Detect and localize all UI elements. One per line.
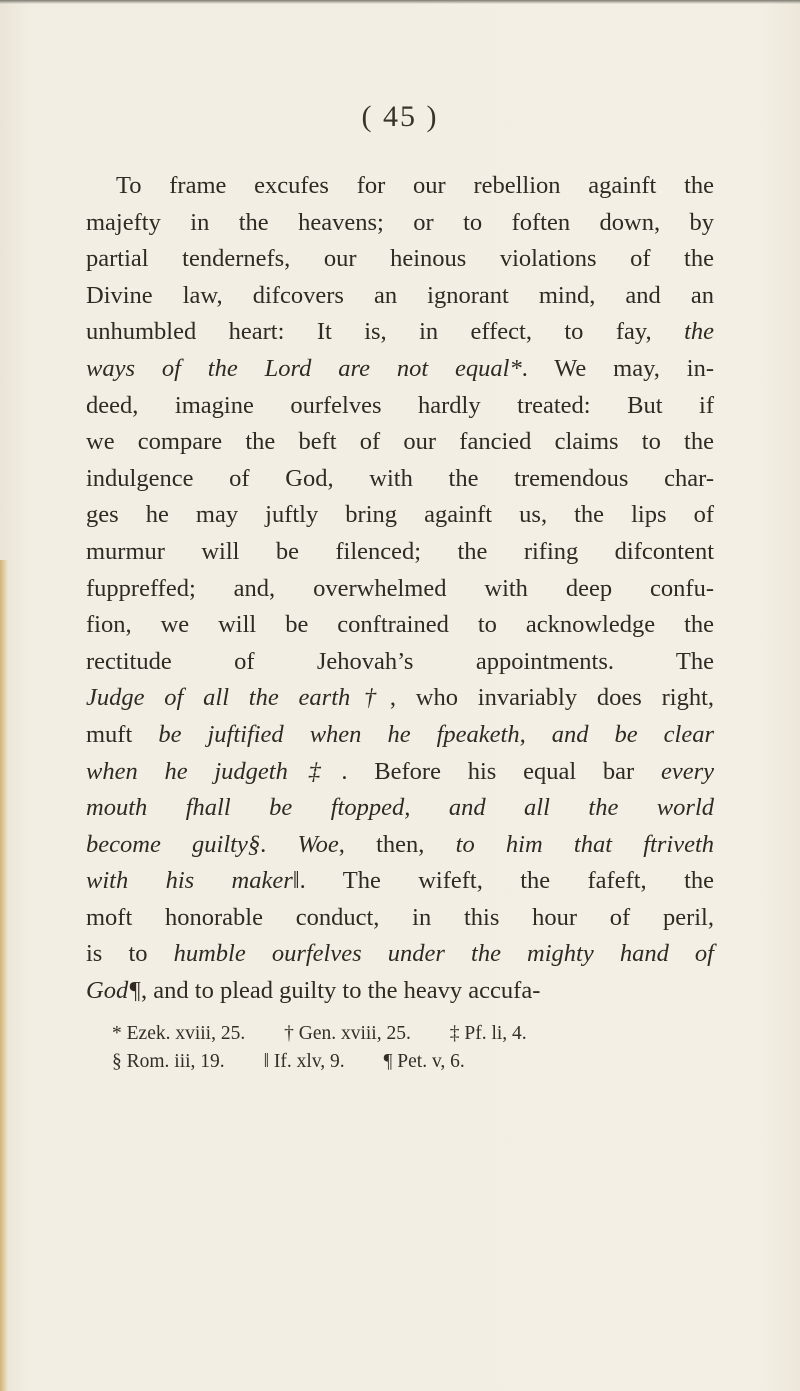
footnote-item: ¶ Pet. v, 6. bbox=[383, 1051, 465, 1072]
text-line bbox=[86, 205, 714, 242]
text-run: moft honorable conduct, in this hour of peril, bbox=[86, 903, 714, 931]
text-run: Divine law, difcovers an ignorant mind, and an bbox=[86, 281, 714, 309]
italic-text: be juftified when he fpeaketh, and be clear bbox=[158, 720, 714, 748]
page-left-edge bbox=[0, 560, 8, 1391]
text-line bbox=[86, 424, 714, 461]
footnotes bbox=[112, 1020, 712, 1076]
text-run: deed, imagine ourfelves hardly treated: But if bbox=[86, 391, 714, 419]
text-run: . We may, in- bbox=[521, 354, 714, 382]
text-run: is to bbox=[86, 940, 174, 968]
text-run: , who invariably does right, bbox=[389, 684, 714, 712]
italic-text: to him that ftriveth bbox=[455, 830, 714, 858]
italic-text: become guilty§ bbox=[86, 830, 261, 858]
text-run: we compare the beft of our fancied claims to the bbox=[86, 428, 714, 456]
text-line bbox=[86, 863, 714, 900]
italic-text: mouth fhall be ftopped, and all the world bbox=[86, 794, 714, 822]
text-line bbox=[86, 754, 714, 791]
italic-text: Judge of all the earth† bbox=[86, 684, 390, 712]
text-run: muft bbox=[86, 720, 159, 748]
text-run: . bbox=[260, 830, 298, 858]
text-run: . The wifeft, the fafeft, the bbox=[299, 867, 714, 895]
italic-text: humble ourfelves under the mighty hand of bbox=[173, 940, 714, 968]
footnote-item: * Ezek. xviii, 25. bbox=[112, 1023, 246, 1044]
text-line bbox=[86, 717, 714, 754]
text-run: , then, bbox=[338, 830, 456, 858]
text-line bbox=[86, 351, 714, 388]
text-run: , and to plead guilty to the heavy accufa- bbox=[141, 977, 541, 1005]
text-run: majefty in the heavens; or to foften down, by bbox=[86, 208, 714, 236]
text-run: unhumbled heart: It is, in effect, to fay, bbox=[86, 318, 685, 346]
italic-text: every bbox=[660, 757, 715, 785]
footnote-item: † Gen. xviii, 25. bbox=[284, 1023, 411, 1044]
text-line bbox=[86, 900, 714, 937]
text-run: . Before his equal bar bbox=[341, 757, 661, 785]
text-line bbox=[86, 936, 714, 973]
italic-text: with his maker‖ bbox=[86, 867, 300, 895]
text-line bbox=[86, 827, 714, 864]
page-top-shadow bbox=[0, 0, 800, 4]
body-text bbox=[86, 168, 714, 1010]
text-run: ges he may juftly bring againft us, the lips of bbox=[86, 501, 714, 529]
text-run: To frame excufes for our rebellion againft the bbox=[116, 172, 714, 199]
italic-text: Woe bbox=[297, 830, 339, 858]
text-line bbox=[86, 790, 714, 827]
text-run: indulgence of God, with the tremendous char- bbox=[86, 464, 714, 492]
text-line bbox=[86, 973, 714, 1010]
text-line bbox=[86, 497, 714, 534]
page-number: ( 45 ) bbox=[361, 100, 439, 133]
text-line bbox=[86, 314, 714, 351]
text-line bbox=[86, 644, 714, 681]
text-line bbox=[86, 241, 714, 278]
text-line bbox=[86, 680, 714, 717]
italic-text: the bbox=[684, 318, 714, 346]
footnote-item: ‖ If. xlv, 9. bbox=[263, 1051, 345, 1072]
text-line bbox=[86, 388, 714, 425]
text-line bbox=[86, 607, 714, 644]
text-run: fuppreffed; and, overwhelmed with deep confu- bbox=[86, 574, 714, 602]
text-line bbox=[86, 278, 714, 315]
text-line bbox=[86, 571, 714, 608]
text-line bbox=[86, 461, 714, 498]
text-run: partial tendernefs, our heinous violations of the bbox=[86, 245, 714, 273]
footnote-line-2 bbox=[112, 1048, 712, 1076]
italic-text: when he judgeth‡ bbox=[86, 757, 342, 785]
text-line bbox=[86, 534, 714, 571]
footnote-line-1 bbox=[112, 1020, 712, 1048]
text-run: fion, we will be conftrained to acknowledge the bbox=[86, 611, 714, 639]
italic-text: God¶ bbox=[86, 977, 142, 1005]
text-run: murmur will be filenced; the rifing difcontent bbox=[86, 537, 714, 565]
footnote-item: § Rom. iii, 19. bbox=[112, 1051, 225, 1072]
text-line bbox=[86, 168, 714, 205]
italic-text: ways of the Lord are not equal* bbox=[86, 354, 522, 382]
footnote-item: ‡ Pf. li, 4. bbox=[449, 1023, 527, 1044]
text-run: rectitude of Jehovah’s appointments. The bbox=[86, 647, 714, 675]
